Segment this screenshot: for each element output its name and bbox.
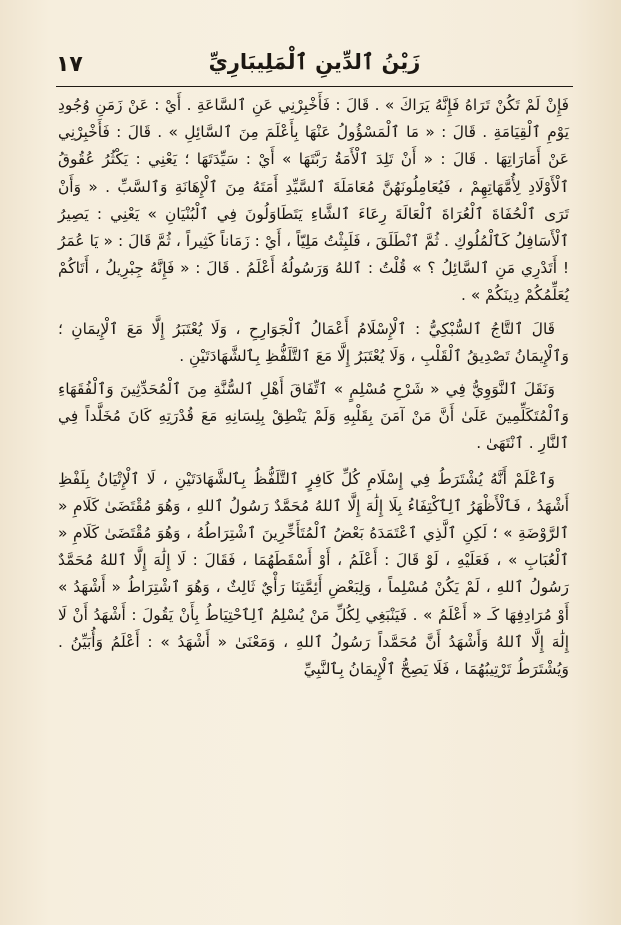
body-text xyxy=(58,92,569,683)
paragraph-4: وَٱعْلَمْ أَنَّهُ يُشْتَرَطُ فِي إِسْلَامِ كُلِّ كَافِرٍ ٱلتَّلَفُّظُ بِٱلشَّهَادَتَيْنِ ، لَا ٱلْإِتْيَانُ بِلَفْظِ أَشْهَدُ ، فَٱلْأَظْهَرُ ٱلِٱكْتِفَاءُ بِلَا إِلَٰهَ إِلَّا ٱللهُ مُحَمَّدٌ رَسُولُ ٱللهِ ، وَهُوَ مُقْتَضَىٰ كَلَامِ « ٱلرَّوْضَةِ » ؛ لَكِنِ ٱلَّذِي ٱعْتَمَدَهُ بَعْضُ ٱلْمُتَأَخِّرِينَ ٱشْتِرَاطُهُ ، وَهُوَ مُقْتَضَىٰ كَلَامِ « ٱلْعُبَابِ » ، فَعَلَيْهِ ، لَوْ قَالَ : أَعْلَمُ ، أَوْ أَسْقَطَهُمَا ، فَقَالَ : لَا إِلَٰهَ إِلَّا ٱللهُ مُحَمَّدٌ رَسُولُ ٱللهِ ، لَمْ يَكُنْ مُسْلِماً ، وَلِبَعْضِ أَئِمَّتِنَا رَأْيٌ ثَالِثٌ ، وَهُوَ ٱشْتِرَاطُ « أَشْهَدُ » أَوْ مُرَادِفِهَا كَـ « أَعْلَمُ » . فَيَنْبَغِي لِكُلِّ مَنْ يُسْلِمُ ٱلِٱحْتِيَاطُ بِأَنْ يَقُولَ : أَشْهَدُ أَنْ لَا إِلَٰهَ إِلَّا ٱللهُ وَأَشْهَدُ أَنَّ مُحَمَّداً رَسُولُ ٱللهِ ، وَمَعْنَىٰ « أَشْهَدُ » : أَعْلَمُ وَأُبَيِّنُ . وَيُشْتَرَطُ تَرْتِيبُهُمَا ، فَلَا يَصِحُّ ٱلْإِيمَانُ بِٱلنَّبِيِّ xyxy=(58,469,569,679)
paragraph-2: قَالَ ٱلتَّاجُ ٱلسُّبْكِيُّ : ٱلْإِسْلَامُ أَعْمَالُ ٱلْجَوَارِحِ ، وَلَا يُعْتَبَرُ إِلَّا مَعَ ٱلْإِيمَانِ ؛ وَٱلْإِيمَانُ تَصْدِيقُ ٱلْقَلْبِ ، وَلَا يُعْتَبَرُ إِلَّا مَعَ ٱلتَّلَفُّظِ بِٱلشَّهَادَتَيْنِ . xyxy=(58,319,569,365)
paragraph-1: فَإِنْ لَمْ تَكُنْ تَرَاهُ فَإِنَّهُ يَرَاكَ » . قَالَ : فَأَخْبِرْنِي عَنِ ٱلسَّاعَةِ . أَيْ : عَنْ زَمَنِ وُجُودِ يَوْمِ ٱلْقِيَامَةِ . قَالَ : « مَا ٱلْمَسْؤُولُ عَنْهَا بِأَعْلَمَ مِنَ ٱلسَّائِلِ » . قَالَ : فَأَخْبِرْنِي عَنْ أَمَارَاتِهَا . قَالَ : « أَنْ تَلِدَ ٱلْأَمَةُ رَبَّتَهَا » أَيْ : سَيِّدَتَهَا ؛ يَعْنِي : يَكْثُرُ عُقُوقُ ٱلْأَوْلَادِ لِأُمَّهَاتِهِمْ ، فَيُعَامِلُونَهُنَّ مُعَامَلَةَ ٱلسَّيِّدِ أَمَتَهُ مِنَ ٱلْإِهَانَةِ وَٱلسَّبِّ . « وَأَنْ تَرَى ٱلْحُفَاةَ ٱلْعُرَاةَ ٱلْعَالَةَ رِعَاءَ ٱلشَّاءِ يَتَطَاوَلُونَ فِي ٱلْبُنْيَانِ » يَعْنِي : يَصِيرُ ٱلْأَسَافِلُ كَٱلْمُلُوكِ . ثُمَّ ٱنْطَلَقَ ، فَلَبِثْتُ مَلِيّاً ، أَيْ : زَمَاناً كَثِيراً ، ثُمَّ قَالَ : « يَا عُمَرُ ! أَتَدْرِي مَنِ ٱلسَّائِلُ ؟ » قُلْتُ : ٱللهُ وَرَسُولُهُ أَعْلَمُ . قَالَ : « فَإِنَّهُ جِبْرِيلُ ، أَتَاكُمْ يُعَلِّمُكُمْ دِينَكُمْ » . xyxy=(58,96,569,305)
running-title: زَيْنُ ٱلدِّينِ ٱلْمَلِيبَارِيِّ xyxy=(208,50,421,74)
paragraph-gap xyxy=(58,458,569,466)
header-rule xyxy=(56,86,573,87)
page-number: ١٧ xyxy=(56,52,83,77)
paragraph-3: وَنَقَلَ ٱلنَّوَوِيُّ فِي « شَرْحِ مُسْلِمٍ » ٱتِّفَاقَ أَهْلِ ٱلسُّنَّةِ مِنَ ٱلْمُحَدِّثِينَ وَٱلْفُقَهَاءِ وَٱلْمُتَكَلِّمِينَ عَلَىٰ أَنَّ مَنْ آمَنَ بِقَلْبِهِ وَلَمْ يَنْطِقْ بِلِسَانِهِ مَعَ قُدْرَتِهِ كَانَ مُخَلَّداً فِي ٱلنَّارِ . ٱنْتَهَىٰ . xyxy=(58,380,569,453)
page-header xyxy=(56,48,573,84)
